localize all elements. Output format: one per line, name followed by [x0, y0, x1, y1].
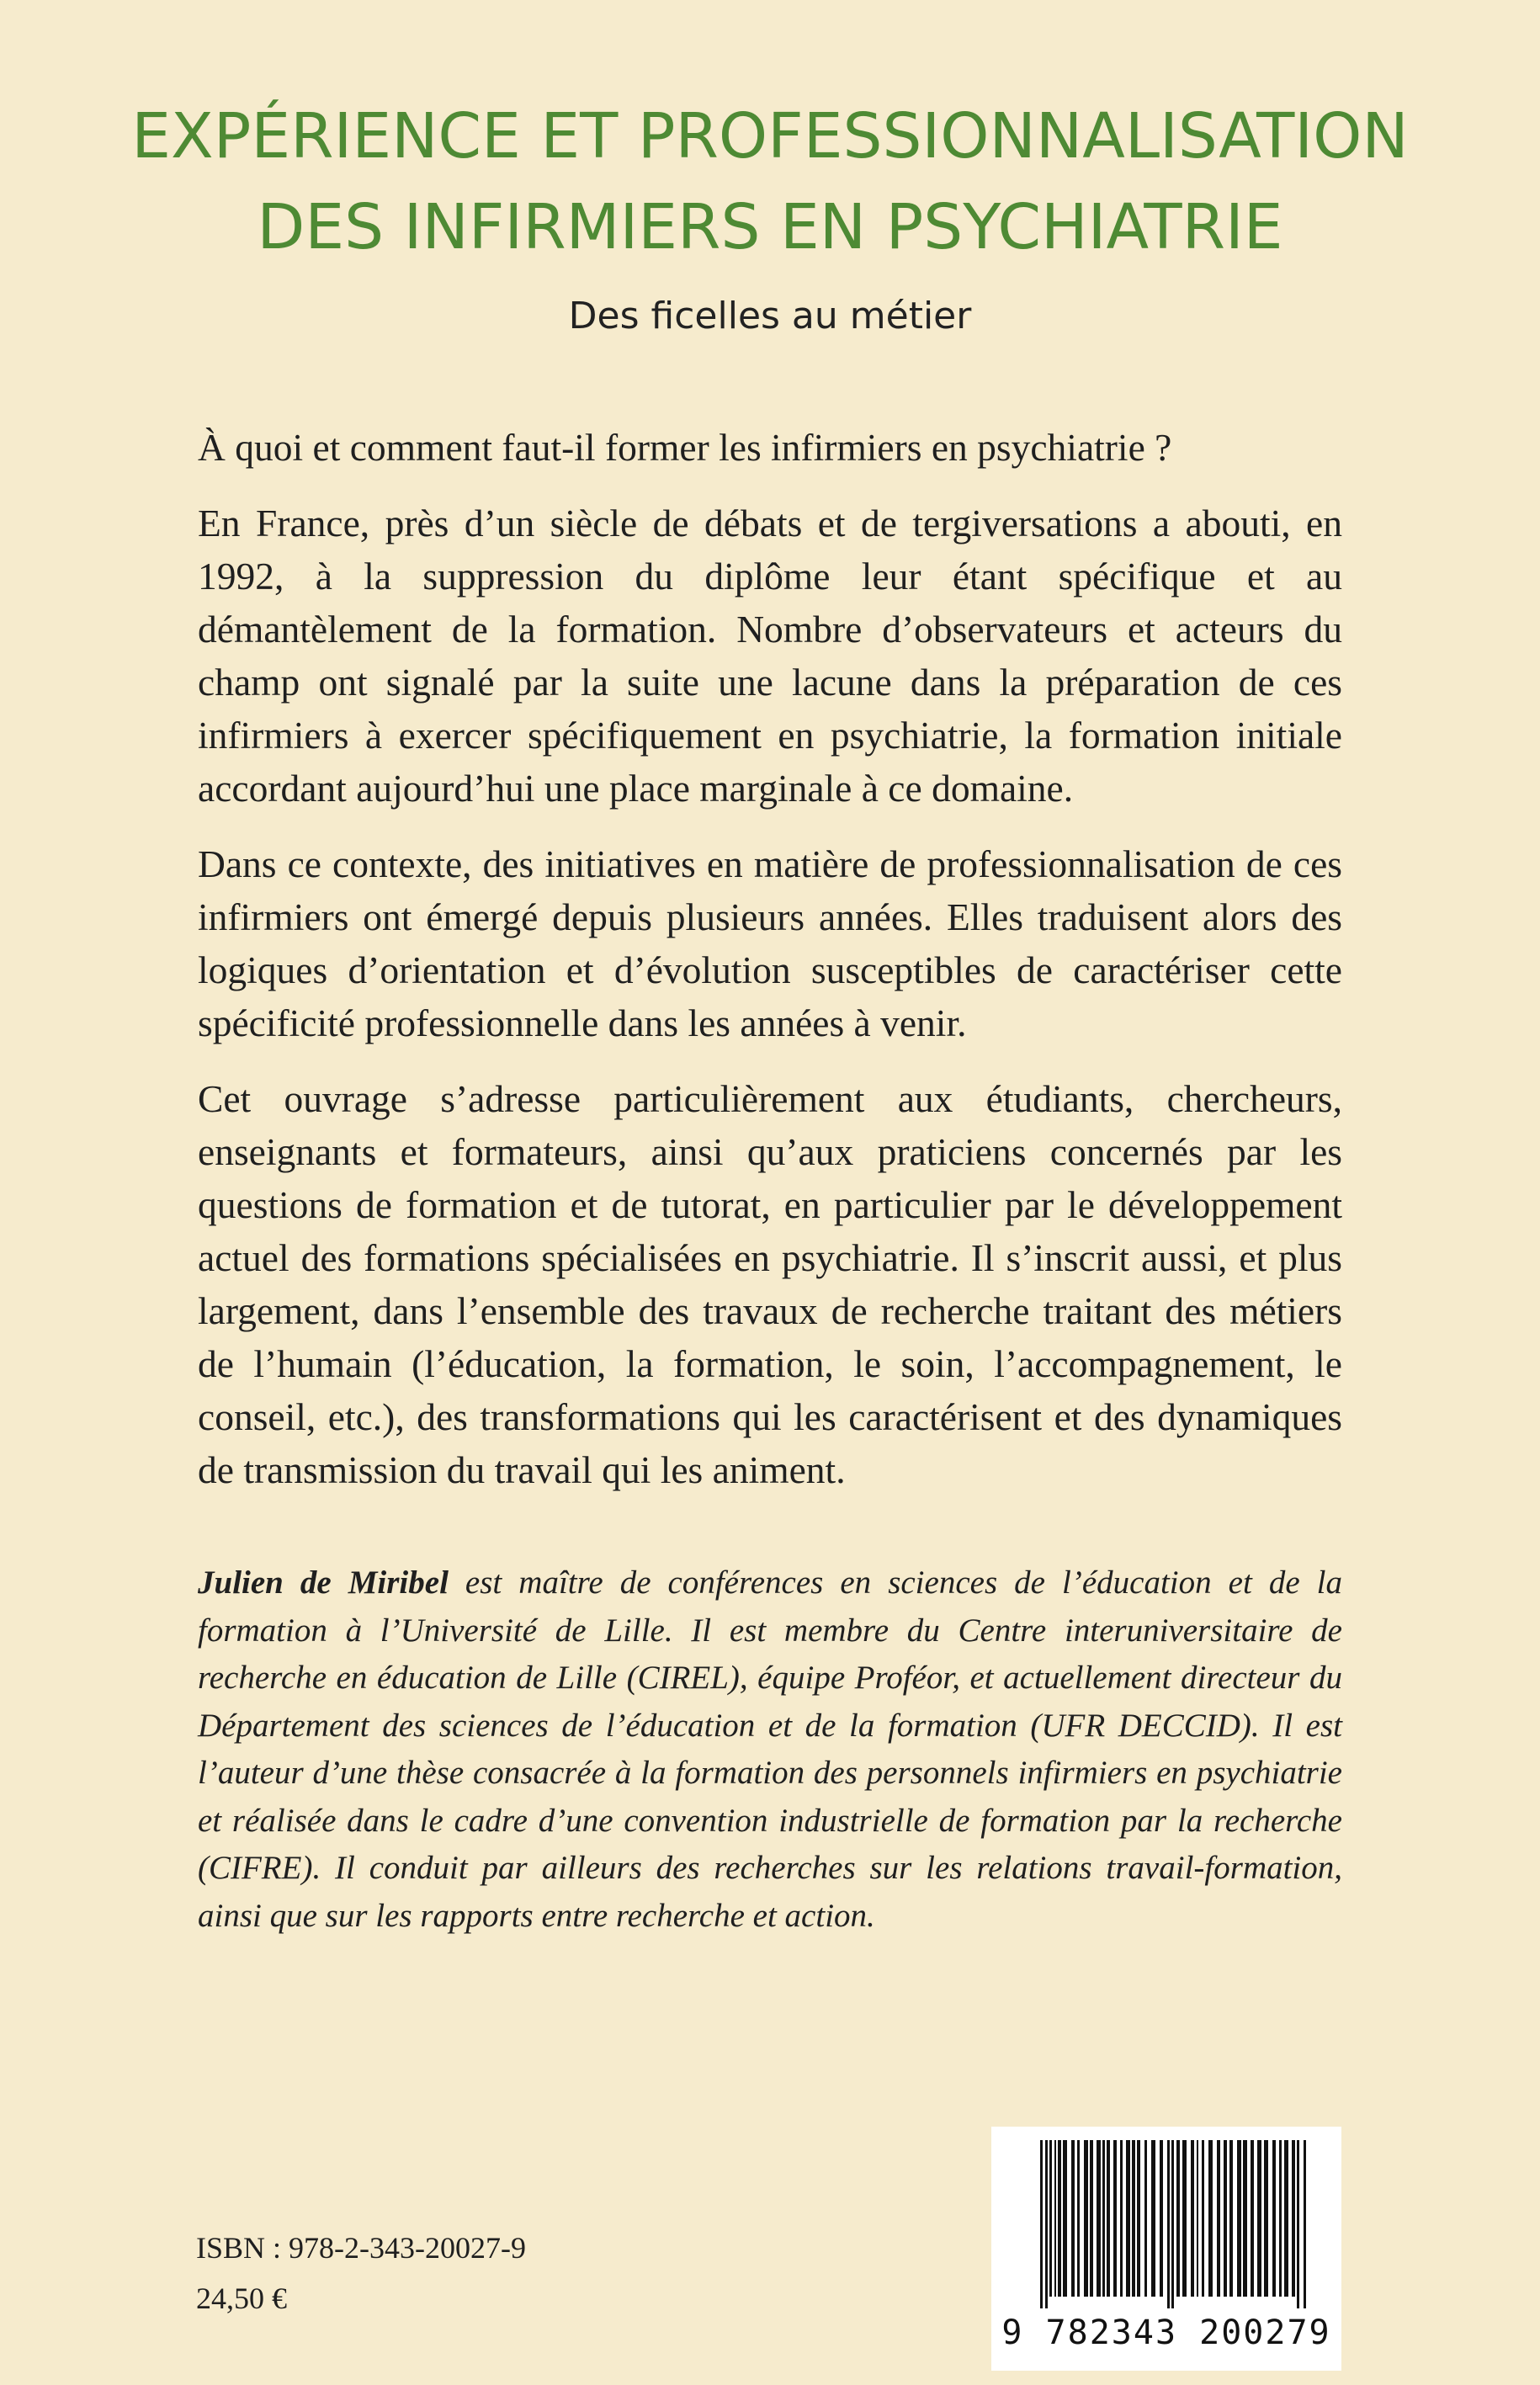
- barcode-bar: [1084, 2140, 1088, 2297]
- barcode-bar: [1054, 2140, 1056, 2297]
- barcode-bar: [1049, 2140, 1052, 2297]
- barcode-bar: [1251, 2140, 1254, 2297]
- barcode-bar: [1237, 2140, 1241, 2297]
- barcode-bar: [1063, 2140, 1067, 2297]
- barcode-bar: [1102, 2140, 1105, 2297]
- paragraph-question: À quoi et comment faut-il former les infirmiers en psychiatrie ?: [198, 426, 1172, 469]
- barcode-bar: [1120, 2140, 1123, 2297]
- barcode-bar: [1132, 2140, 1135, 2297]
- barcode-bar: [1202, 2140, 1204, 2297]
- barcode-bar: [1090, 2140, 1093, 2297]
- barcode-bar: [1077, 2140, 1080, 2297]
- barcode-bar: [1284, 2140, 1288, 2297]
- barcode-bar: [1160, 2140, 1163, 2297]
- barcode-bar: [1304, 2140, 1306, 2308]
- back-cover-text: [198, 421, 1342, 1519]
- barcode-bar: [1182, 2140, 1187, 2297]
- barcode-bar: [1171, 2140, 1174, 2308]
- isbn-label: ISBN : 978-2-343-20027-9: [196, 2231, 526, 2265]
- paragraph-audience: Cet ouvrage s’adresse particulièrement aux étudiants, chercheurs, enseignants et formateurs, ainsi qu’aux praticiens concernés par les questions de formation et de tutorat, en particulier par le développement actuel des formations spécialisées en psychiatrie. Il s’inscrit aussi, et plus largement, dans l’ensemble des travaux de recherche traitant des métiers de l’humain (l’éducation, la formation, le soin, l’accompagnement, le conseil, etc.), des transformations qui les caractérisent et des dynamiques de transmission du travail qui les animent.: [198, 1077, 1342, 1491]
- author-bio-text: est maître de conférences en sciences de l’éducation et de la formation à l’Université de Lille. Il est membre du Centre interuniversitaire de recherche en éducation de Lille (CIREL), équipe Proféor, et actuellement directeur du Département des sciences de l’éducation et de la formation (UFR DECCID). Il est l’auteur d’une thèse consacrée à la formation des personnels infirmiers en psychiatrie et réalisée dans le cadre d’une convention industrielle de formation par la recherche (CIFRE). Il conduit par ailleurs des recherches sur les relations travail-formation, ainsi que sur les rapports entre recherche et action.: [198, 1564, 1342, 1934]
- book-subtitle: Des ficelles au métier: [568, 295, 972, 337]
- barcode-bar: [1292, 2140, 1295, 2297]
- barcode-bar: [1208, 2140, 1213, 2297]
- barcode-bar: [1151, 2140, 1155, 2297]
- barcode-bar: [1197, 2140, 1198, 2297]
- barcode-bar: [1071, 2140, 1075, 2297]
- barcode-bar: [1040, 2140, 1043, 2308]
- barcode: [991, 2127, 1341, 2371]
- barcode-bar: [1257, 2140, 1261, 2297]
- barcode-bar: [1144, 2140, 1147, 2297]
- barcode-digits: 9 782343 200279: [1001, 2313, 1331, 2352]
- barcode-bar: [1224, 2140, 1227, 2297]
- barcode-bar: [1167, 2140, 1170, 2308]
- barcode-bar: [1272, 2140, 1276, 2297]
- barcode-bars: [991, 2127, 1341, 2320]
- barcode-bar: [1243, 2140, 1247, 2297]
- barcode-bar: [1297, 2140, 1299, 2308]
- book-title: [0, 91, 1540, 273]
- price-label: 24,50 €: [196, 2281, 287, 2315]
- barcode-bar: [1264, 2140, 1268, 2297]
- title-line-2: DES INFIRMIERS EN PSYCHIATRIE: [257, 191, 1283, 263]
- barcode-bar: [1229, 2140, 1233, 2297]
- barcode-bar: [1107, 2140, 1110, 2297]
- barcode-bar: [1279, 2140, 1282, 2297]
- author-name: Julien de Miribel: [198, 1564, 449, 1601]
- paragraph-history: En France, près d’un siècle de débats et de tergiversations a abouti, en 1992, à la suppression du diplôme leur étant spécifique et au démantèlement de la formation. Nombre d’observateurs et acteurs du champ ont signalé par la suite une lacune dans la préparation de ces infirmiers à exercer spécifiquement en psychiatrie, la formation initiale accordant aujourd’hui une place marginale à ce domaine.: [198, 502, 1342, 810]
- barcode-bar: [1097, 2140, 1101, 2297]
- title-line-1: EXPÉRIENCE ET PROFESSIONNALISATION: [131, 100, 1409, 173]
- barcode-bar: [1126, 2140, 1130, 2297]
- barcode-bar: [1176, 2140, 1180, 2297]
- barcode-bar: [1058, 2140, 1061, 2297]
- author-bio: [198, 1559, 1342, 1940]
- barcode-bar: [1113, 2140, 1117, 2297]
- barcode-bar: [1217, 2140, 1220, 2297]
- barcode-bar: [1045, 2140, 1048, 2308]
- barcode-bar: [1137, 2140, 1140, 2297]
- barcode-bar: [1191, 2140, 1194, 2297]
- paragraph-context: Dans ce contexte, des initiatives en matière de professionnalisation de ces infirmiers ont émergé depuis plusieurs années. Elles traduisent alors des logiques d’orientation et d’évolution susceptibles de caractériser cette spécificité professionnelle dans les années à venir.: [198, 842, 1342, 1044]
